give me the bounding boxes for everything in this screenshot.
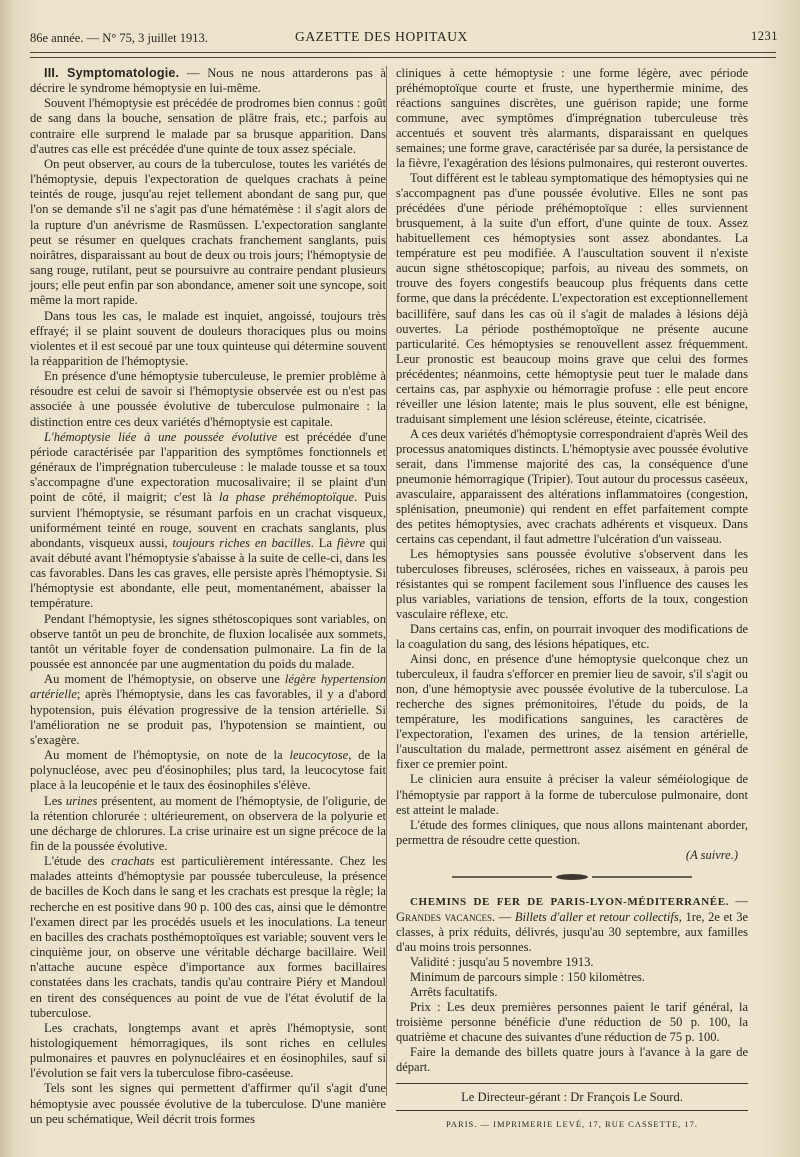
paragraph: Au moment de l'hémoptysie, on observe une légère hypertension artérielle; après l'hémoptysie, dans les cas favorables, il y a d'abord hypotension, puis élévation progressive de la tension artérielle. Si l'amélioration ne se produit pas, l'hypotension se maintient, ou s'exagère. [30, 672, 387, 747]
paragraph: L'hémoptysie liée à une poussée évolutive est précédée d'une période caractérisée par l'apparition des symptômes fonctionnels et généraux de l'imprégnation tuberculeuse : le malade tousse et sa toux s'accompagne d'une expectoration mucosalivaire; il se plaint d'un point de côté, il maigrit; c'est là la phase préhémoptoïque. Puis survient l'hémoptysie, se résumant parfois en un crachat visqueux, uniformément teinté en rouge, souvent en crachats sanglants, plus abondants, visqueux aussi, toujours riches en bacilles. La fièvre qui avait débuté avant l'hémoptysie s'abaisse à la suite de celle-ci, dans les cas favorables. Dans les cas graves, elle persiste après l'hémoptysie. Si l'hémoptysie est abondante, elle peut, momentanément, abaisser la température. [30, 429, 386, 611]
director-rule-thin [396, 1110, 748, 1111]
paragraph: Tout différent est le tableau symptomatique des hémoptysies qui ne s'accompagnent pas d'une poussée évolutive. Elles ne sont pas précédées d'une période préhémoptoïque : elles surviennent brusquement, à la suite d'un effort, d'une quinte de toux. Assez habituellement ces hémoptysies sont assez abondantes. La température est peu modifiée. A l'auscultation souvent il n'existe aucun signe sthétoscopique; parfois, au niveau des sommets, on trouve des foyers congestifs beaucoup plus fréquents dans cette forme, que dans la précédente. L'expectoration est exceptionnellement bacillifère, sauf dans les cas où il s'agit de malades à lésions déjà ouvertes. La période posthémoptoïque ne présente aucune particularité. Ces hémoptysies se renouvellent assez fréquemment. Leur pronostic est beaucoup moins grave que celui des formes précédentes; néanmoins, cette hémoptysie peut tuer le malade dans certains cas, par asphyxie ou hémorragie profuse : elle peut encore réveiller une lésion latente; mais le plus souvent, elle est bénigne, traduisant simplement une lésion scléreuse, éteinte, cicatrisée. [396, 171, 748, 426]
to-be-continued: (A suivre.) [685, 847, 738, 862]
page-header [30, 27, 778, 49]
paragraph: Au moment de l'hémoptysie, on note de la leucocytose, de la polynucléose, avec peu d'éosinophiles; plus tard, la leucocytose fait place à la leucopénie et le taux des éosinophiles s'élève. [30, 748, 386, 793]
printer-line: PARIS. — IMPRIMERIE LEVÉ, 17, RUE CASSETTE, 17. [445, 1119, 699, 1130]
paragraph: Pendant l'hémoptysie, les signes sthétoscopiques sont variables, on observe tantôt un peu de bronchite, de fluxion localisée aux sommets, tantôt un véritable foyer de condensation pulmonaire. La fin de la poussée est annoncée par une augmentation du poids du malade. [30, 611, 386, 672]
paragraph: Les hémoptysies sans poussée évolutive s'observent dans les tuberculoses fibreuses, sclérosées, riches en vaisseaux, à parois peu résistantes qui se rompent facilement sous l'influence des causes les plus variables, variations de tension, efforts de la toux, congestion vasculaire réflexe, etc. [396, 547, 748, 622]
paragraph: A ces deux variétés d'hémoptysie correspondraient d'après Weil des processus anatomiques distincts. L'hémoptysie avec poussée évolutive serait, dans l'immense majorité des cas, la conséquence d'une pneumonie hémorragique (Tripier). Tout autour du processus caséeux, avasculaire, apparaissent des altérations inflammatoires (congestion, splénisation, pneumonie) qui rendent en effet parfaitement compte des petites hémoptysies, avec crachats adhérents et visqueux. Dans certains cas cependant, il faut admettre l'ulcération d'un vaisseau. [396, 426, 748, 546]
paragraph: Prix : Les deux premières personnes paient le tarif général, la troisième personne bénéficie d'une réduction de 50 p. 100, la quatrième et chacune des suivantes d'une réduction de 75 p. 100. [396, 999, 748, 1044]
paragraph: cliniques à cette hémoptysie : une forme légère, avec période préhémoptoïque courte et fruste, une hyperthermie minime, des réactions sanguines discrètes, une guérison rapide; une forme commune, avec symptômes d'imprégnation tuberculeuse très accentués et souvent très alarmants, disparaissant en quelques semaines; une forme grave, caractérisée par sa durée, la persistance de la fièvre, l'exagération des lésions pulmonaires, qui resteront ouvertes. [396, 66, 748, 171]
paragraph: Minimum de parcours simple : 150 kilomètres. [410, 969, 646, 984]
right-column [396, 66, 748, 1132]
left-column [30, 66, 386, 1127]
paragraph: Faire la demande des billets quatre jours à l'avance à la gare de départ. [396, 1045, 748, 1075]
paragraph: Ainsi donc, en présence d'une hémoptysie quelconque chez un tuberculeux, il faudra s'efforcer en premier lieu de savoir, s'il s'agit ou non, d'une hémoptysie avec poussée évolutive de la tuberculose. La recherche des signes prémonitoires, l'étude du poids, de la température, les modifications sanguines, les caractères de l'expectoration, l'examen des urines, de la tension artérielle, l'auscultation du malade, permettront assez aisément en général de fixer ce premier point. [396, 652, 748, 772]
column-divider [386, 66, 387, 1096]
ornament-rule-icon [452, 873, 692, 881]
railway-notice: CHEMINS DE FER DE PARIS-LYON-MÉDITERRANÉE. — Grandes vacances. — Billets d'aller et retour collectifs, 1re, 2e et 3e classes, à prix réduits, délivrés, jusqu'au 30 septembre, aux familles d'au moins trois personnes. [396, 893, 749, 954]
paragraph: Tels sont les signes qui permettent d'affirmer qu'il s'agit d'une hémoptysie avec poussée évolutive de la tuberculose. D'une manière un peu schématique, Weil décrit trois formes [30, 1081, 386, 1126]
paragraph: Dans tous les cas, le malade est inquiet, angoissé, toujours très effrayé; il se plaint souvent de douleurs thoraciques plus ou moins violentes et il est secoué par une toux quinteuse qui détermine souvent la réapparition de l'hémoptysie. [30, 308, 386, 368]
paragraph: L'étude des formes cliniques, que nous allons maintenant aborder, permettra de résoudre cette question. [396, 817, 748, 847]
section-intro: III. Symptomatologie. — Nous ne nous attarderons pas à décrire le syndrome hémoptysie en lui-même. [30, 66, 386, 96]
paragraph: Dans certains cas, enfin, on pourrait invoquer des modifications de la coagulation du sang, des lésions hépatiques, etc. [396, 622, 748, 652]
paragraph: Souvent l'hémoptysie est précédée de prodromes bien connus : goût de sang dans la bouche, sensation de plâtre frais, etc.; parfois au contraire elle surprend le malade par sa brusque apparition. Dans d'autres cas elle est précédée d'une quinte de toux assez spéciale. [30, 96, 386, 156]
paragraph: En présence d'une hémoptysie tuberculeuse, le premier problème à résoudre est celui de savoir si l'hémoptysie observée est ou n'est pas associée à une poussée évolutive de tuberculose pulmonaire : la distinction entre ces deux variétés d'hémoptysie est capitale. [30, 369, 386, 429]
paragraph: On peut observer, au cours de la tuberculose, toutes les variétés de l'hémoptysie, depuis l'expectoration de quelques crachats à peine teintés de rouge, jusqu'au rejet tellement abondant de sang pur, que l'on se demande s'il ne s'agit pas d'une hématémèse : il s'agit alors de la rupture d'un anévrisme de Rasmüssen. L'expectoration sanglante peut se résumer en quelques crachats franchement sanglants, puis noirâtres, disparaissant au bout de deux ou trois jours; l'hémoptysie de sang rouge, rutilant, peut se poursuivre au contraire pendant plusieurs jours; elle peut enfin par son abondance, amener soit une syncope, soit même la mort rapide. [30, 156, 386, 308]
paragraph: Les crachats, longtemps avant et après l'hémoptysie, sont histologiquement hémorragiques, ils sont riches en cellules pulmonaires et pauvres en polynucléaires et en éosinophiles, sauf si l'évolution se fait vers la tuberculose fibro-caséeuse. [30, 1020, 386, 1081]
paragraph: Arrêts facultatifs. [410, 984, 498, 999]
paragraph: Le clinicien aura ensuite à préciser la valeur séméiologique de l'hémoptysie par rapport à la forme de tuberculose pulmonaire, dont est atteint le malade. [396, 772, 748, 817]
paragraph: Les urines présentent, au moment de l'hémoptysie, de l'oligurie, de la rétention chlorurée : ultérieurement, on observera de la polyurie et une décharge de chlorures. La crise urinaire est un signe précoce de la fin de la poussée évolutive. [30, 793, 386, 853]
director-line: Le Directeur-gérant : Dr François Le Sourd. [461, 1090, 683, 1105]
journal-title: GAZETTE DES HOPITAUX [295, 29, 468, 44]
issue-line: 86e année. — N° 75, 3 juillet 1913. [30, 31, 208, 45]
header-rule [30, 52, 776, 53]
paragraph: L'étude des crachats est particulièrement intéressante. Chez les malades atteints d'hémoptysie par poussée tuberculeuse, la présence de bacilles de Koch dans le sang et les crachats est presque la règle; la recherche en est positive dans 90 p. 100 des cas, ainsi que le démontre l'examen direct par les procédés usuels et les inoculations. La teneur en bacilles des crachats posthémoptoïques est variable; souvent vers le cinquième jour, on observe une véritable décharge bacillaire. Weil n'attache aucune espèce d'importance aux formes bacillaires constatées dans les crachats, tandis qu'au contraire Piéry et Mandoul en tirent des conséquences au point de vue de l'état évolutif de la tuberculose. [30, 854, 386, 1020]
paragraph: Validité : jusqu'au 5 novembre 1913. [410, 954, 594, 969]
railway-heading: CHEMINS DE FER DE PARIS-LYON-MÉDITERRANÉE. [410, 895, 729, 908]
header-rule-thin [30, 57, 776, 58]
page-number: 1231 [751, 29, 778, 43]
section-heading: III. Symptomatologie. [44, 66, 180, 80]
ornamental-divider [396, 871, 748, 886]
